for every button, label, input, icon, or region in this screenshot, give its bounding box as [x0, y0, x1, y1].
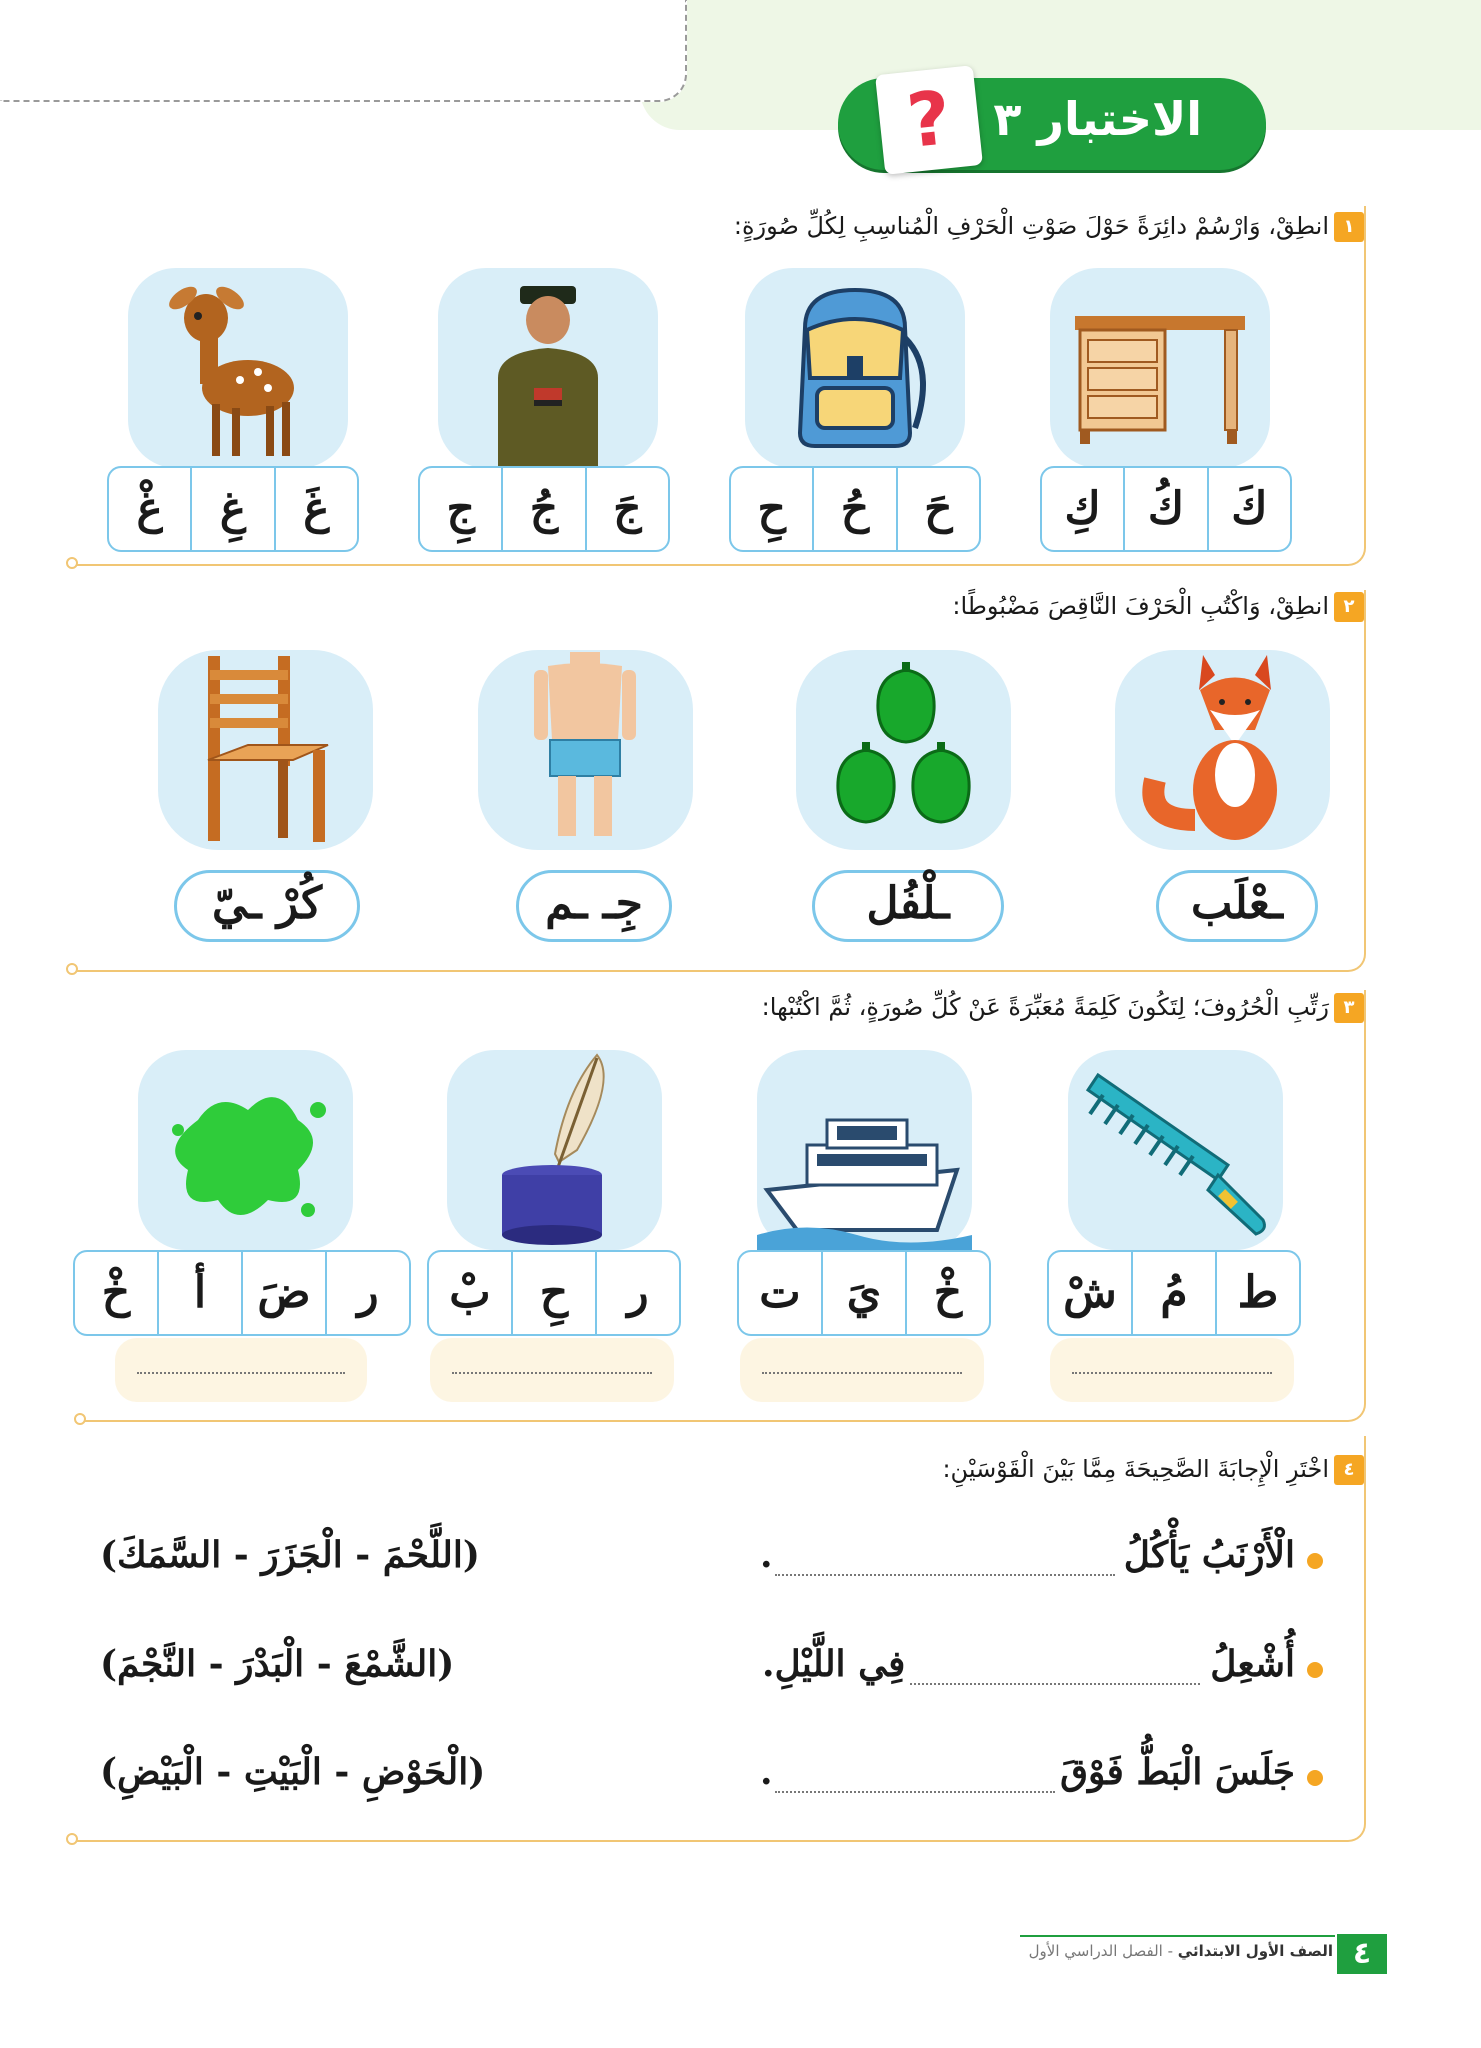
q1-letter-option[interactable]: جُ: [501, 468, 584, 550]
dashed-corner-frame: [0, 0, 687, 102]
q2-picture-fox: [1115, 650, 1330, 850]
q2-picture-body: [478, 650, 693, 850]
deer-icon: [128, 268, 348, 468]
q4-sentence-end: .: [760, 1751, 773, 1793]
q1-picture-backpack: [745, 268, 965, 468]
q2-picture-chair: [158, 650, 373, 850]
q2-word-fox[interactable]: ـعْلَب: [1156, 870, 1318, 942]
body-icon: [478, 650, 693, 850]
q3-instruction: رَتِّبِ الْحُرُوفَ؛ لِتَكُونَ كَلِمَةً مُعَبِّرَةً عَنْ كُلِّ صُورَةٍ، ثُمَّ اكْتُبْها:: [761, 993, 1329, 1021]
q2-word-chair[interactable]: كُرْ ـيّ: [174, 870, 360, 942]
page-number: ٤: [1337, 1934, 1387, 1974]
q1-letter-option[interactable]: كَ: [1207, 468, 1290, 550]
q1-letter-option[interactable]: غِ: [190, 468, 273, 550]
q1-letter-option[interactable]: جَ: [585, 468, 668, 550]
q3-letter: مُ: [1131, 1252, 1215, 1334]
q3-letter: شْ: [1063, 1267, 1117, 1318]
footer-term: - الفصل الدراسي الأول: [1028, 1942, 1174, 1960]
q1-letter-option[interactable]: غْ: [136, 483, 163, 534]
q3-picture-comb: [1068, 1050, 1283, 1250]
q1-letter-option[interactable]: كِ: [1064, 483, 1101, 534]
ink-icon: [447, 1050, 662, 1250]
q1-letters-desk: [1040, 466, 1292, 552]
chair-icon: [158, 650, 373, 850]
q1-letters-backpack: [729, 466, 981, 552]
comb-icon: [1068, 1050, 1283, 1250]
q2-word-peppers[interactable]: ـلْفُل: [812, 870, 1004, 942]
q3-letters-green-splash: [73, 1250, 411, 1336]
footer-rule: [1020, 1935, 1335, 1937]
q3-picture-boat: [757, 1050, 972, 1250]
q3-letter: ر: [325, 1252, 409, 1334]
q4-answer-blank[interactable]: [775, 1574, 1115, 1576]
q4-sentence: أُشْعِلُ: [1210, 1643, 1295, 1685]
soldier-icon: [438, 268, 658, 468]
q3-letter: ضَ: [241, 1252, 325, 1334]
q3-letters-comb: [1047, 1250, 1301, 1336]
page-title: الاختبار ٣: [993, 92, 1202, 146]
backpack-icon: [745, 268, 965, 468]
q2-instruction: انطِقْ، وَاكْتُبِ الْحَرْفَ النَّاقِصَ مَضْبُوطًا:: [952, 592, 1329, 620]
q4-number: ٤: [1334, 1455, 1364, 1485]
q1-letters-deer: [107, 466, 359, 552]
q3-number: ٣: [1334, 993, 1364, 1023]
desk-icon: [1050, 268, 1270, 468]
q4-bullet: [1307, 1770, 1323, 1786]
q1-letter-option[interactable]: حُ: [812, 468, 895, 550]
q3-letter: حِ: [511, 1252, 595, 1334]
q1-letter-option[interactable]: غَ: [274, 468, 357, 550]
q2-number: ٢: [1334, 592, 1364, 622]
q3-letter: ط: [1215, 1252, 1299, 1334]
q3-answer-comb[interactable]: [1050, 1338, 1294, 1402]
footer-label: [1029, 1942, 1333, 1960]
q3-picture-ink: [447, 1050, 662, 1250]
q2-picture-peppers: [796, 650, 1011, 850]
q1-letter-option[interactable]: حِ: [757, 483, 786, 534]
q3-answer-green-splash[interactable]: [115, 1338, 367, 1402]
q2-word-body[interactable]: جِـ ـم: [516, 870, 672, 942]
q3-letter: ت: [759, 1267, 801, 1318]
q1-instruction: انطِقْ، وَارْسُمْ دائِرَةً حَوْلَ صَوْتِ الْحَرْفِ الْمُناسِبِ لِكُلِّ صُورَةٍ:: [733, 212, 1329, 240]
q1-letter-option[interactable]: حَ: [896, 468, 979, 550]
q3-letters-ink: [427, 1250, 681, 1336]
q4-options: (اللَّحْمَ - الْجَزَرَ - السَّمَكَ): [100, 1534, 480, 1576]
q4-instruction: اخْتَرِ الْإِجابَةَ الصَّحِيحَةَ مِمَّا بَيْنَ الْقَوْسَيْنِ:: [942, 1455, 1329, 1483]
test-title-banner: [838, 74, 1266, 170]
q4-answer-blank[interactable]: [775, 1791, 1055, 1793]
footer-grade: الصف الأول الابتدائي: [1177, 1942, 1333, 1960]
q1-picture-desk: [1050, 268, 1270, 468]
q4-bullet: [1307, 1662, 1323, 1678]
q3-answer-ink[interactable]: [430, 1338, 674, 1402]
q1-picture-soldier: [438, 268, 658, 468]
q4-sentence-end: .: [760, 1534, 773, 1576]
fox-icon: [1115, 650, 1330, 850]
peppers-icon: [796, 650, 1011, 850]
q1-picture-deer: [128, 268, 348, 468]
q4-options: (الشَّمْعَ - الْبَدْرَ - النَّجْمَ): [100, 1643, 455, 1685]
q4-sentence: جَلَسَ الْبَطُّ فَوْقَ: [1060, 1751, 1295, 1793]
q4-bullet: [1307, 1553, 1323, 1569]
q1-letters-soldier: [418, 466, 670, 552]
q3-letter: أ: [157, 1252, 241, 1334]
q3-letter: ر: [595, 1252, 679, 1334]
green-splash-icon: [138, 1050, 353, 1250]
question-icon: ?: [875, 65, 983, 175]
q3-letter: خْ: [905, 1252, 989, 1334]
q4-sentence: الْأَرْنَبُ يَأْكُلُ: [1123, 1534, 1295, 1576]
q1-letter-option[interactable]: جِ: [446, 483, 475, 534]
q4-sentence-end: فِي اللَّيْلِ.: [762, 1643, 906, 1685]
q1-letter-option[interactable]: كُ: [1123, 468, 1206, 550]
q3-picture-green-splash: [138, 1050, 353, 1250]
q4-options: (الْحَوْضِ - الْبَيْتِ - الْبَيْضِ): [100, 1751, 486, 1793]
q3-letters-boat: [737, 1250, 991, 1336]
q3-letter: يَ: [821, 1252, 905, 1334]
q3-letter: بْ: [449, 1267, 491, 1318]
q3-letter: خْ: [101, 1267, 131, 1318]
q3-answer-boat[interactable]: [740, 1338, 984, 1402]
q1-number: ١: [1334, 212, 1364, 242]
q4-answer-blank[interactable]: [910, 1683, 1200, 1685]
boat-icon: [757, 1050, 972, 1250]
